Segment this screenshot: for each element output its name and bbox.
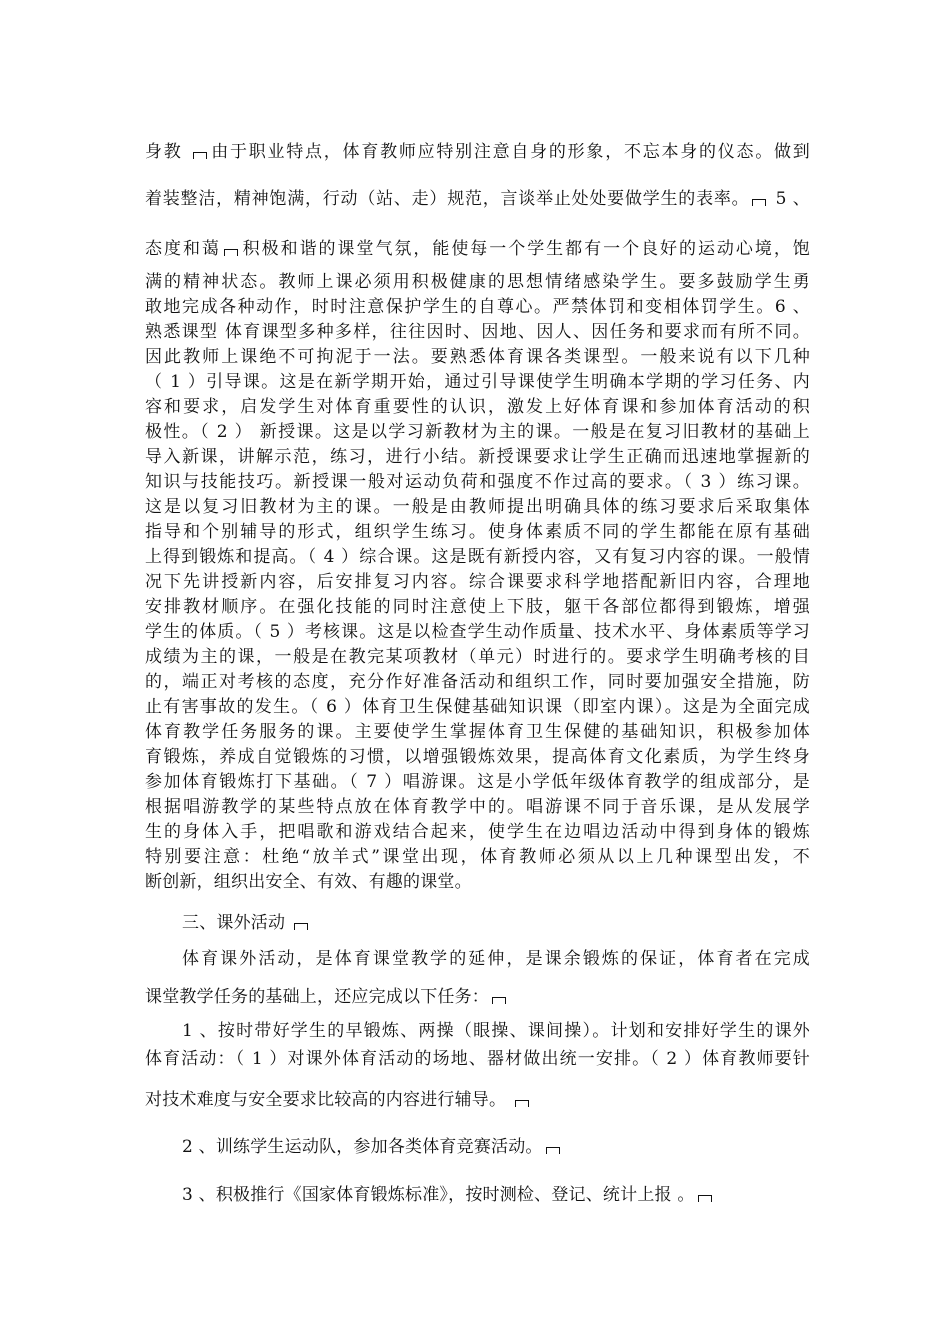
text-line: 这是以复习旧教材为主的课。一般是由教师提出明确具体的练习要求后采取集体 bbox=[145, 497, 810, 517]
text-line: 特别要注意：杜绝“放羊式”课堂出现，体育教师必须从以上几种课型出发，不 bbox=[145, 847, 810, 867]
text-line: 容和要求，启发学生对体育重要性的认识，激发上好体育课和参加体育活动的积 bbox=[145, 397, 810, 417]
line-text: 课堂教学任务的基础上，还应完成以下任务： bbox=[145, 987, 489, 1007]
paragraph-mark-icon bbox=[546, 1147, 560, 1154]
line-text: 由于职业特点，体育教师应特别注意自身的形象，不忘本身的仪态。做到 bbox=[209, 142, 810, 162]
line-text: 态度和蔼 bbox=[145, 239, 221, 259]
line-text: 身教 bbox=[145, 142, 190, 162]
paragraph-mark-icon bbox=[698, 1195, 712, 1202]
text-line: 参加体育锻炼打下基础。（ 7 ）唱游课。这是小学低年级体育教学的组成部分，是 bbox=[145, 772, 810, 792]
text-line: 体育教学任务服务的课。主要使学生掌握体育卫生保健的基础知识，积极参加体 bbox=[145, 722, 810, 742]
text-line: （ 1 ）引导课。这是在新学期开始，通过引导课使学生明确本学期的学习任务、内 bbox=[145, 372, 810, 392]
line-text: 对技术难度与安全要求比较高的内容进行辅导。 bbox=[145, 1090, 512, 1110]
heading-text: 三、课外活动 bbox=[182, 913, 291, 933]
text-line: 生的身体入手，把唱歌和游戏结合起来，使学生在边唱边活动中得到身体的锻炼 bbox=[145, 822, 810, 842]
text-line: 体育活动：（ 1 ）对课外体育活动的场地、器材做出统一安排。（ 2 ）体育教师要针 bbox=[145, 1049, 810, 1069]
text-line: 育锻炼，养成自觉锻炼的习惯，以增强锻炼效果，提高体育文化素质，为学生终身 bbox=[145, 747, 810, 767]
paragraph-mark-icon bbox=[294, 923, 308, 930]
text-line: 学生的体质。（ 5 ）考核课。这是以检查学生动作质量、技术水平、身体素质等学习 bbox=[145, 622, 810, 642]
line-text: 5 、 bbox=[769, 189, 810, 209]
text-line: 的，端正对考核的态度，充分作好准备活动和组织工作，同时要加强安全措施，防 bbox=[145, 672, 810, 692]
list-item: 1 、按时带好学生的早锻炼、两操（眼操、课间操）。计划和安排好学生的课外 bbox=[182, 1021, 810, 1041]
text-line bbox=[145, 1088, 810, 1112]
text-line: 因此教师上课绝不可拘泥于一法。要熟悉体育课各类课型。一般来说有以下几种 bbox=[145, 347, 810, 367]
line-text: 积极和谐的课堂气氛，能使每一个学生都有一个良好的运动心境，饱 bbox=[240, 239, 810, 259]
text-line: 安排教材顺序。在强化技能的同时注意使上下肢，躯干各部位都得到锻炼，增强 bbox=[145, 597, 810, 617]
text-line: 极性。（ 2 ） 新授课。这是以学习新教材为主的课。一般是在复习旧教材的基础上 bbox=[145, 422, 810, 442]
text-line: 成绩为主的课，一般是在教完某项教材（单元）时进行的。要求学生明确考核的目 bbox=[145, 647, 810, 667]
paragraph-mark-icon bbox=[492, 997, 506, 1004]
text-line bbox=[145, 187, 810, 211]
text-line: 体育课外活动，是体育课堂教学的延伸，是课余锻炼的保证，体育者在完成 bbox=[182, 949, 810, 969]
text-line: 根据唱游教学的某些特点放在体育教学中的。唱游课不同于音乐课，是从发展学 bbox=[145, 797, 810, 817]
text-line: 导入新课，讲解示范，练习，进行小结。新授课要求让学生正确而迅速地掌握新的 bbox=[145, 447, 810, 467]
text-line: 止有害事故的发生。（ 6 ）体育卫生保健基础知识课（即室内课）。这是为全面完成 bbox=[145, 697, 810, 717]
line-text: 着装整洁，精神饱满，行动（站、走）规范，言谈举止处处要做学生的表率。 bbox=[145, 189, 750, 209]
paragraph-mark-icon bbox=[752, 199, 766, 206]
text-line bbox=[145, 140, 810, 164]
text-line: 断创新，组织出安全、有效、有趣的课堂。 bbox=[145, 872, 472, 892]
section-heading bbox=[182, 911, 810, 935]
text-line: 敢地完成各种动作，时时注意保护学生的自尊心。严禁体罚和变相体罚学生。6 、 bbox=[145, 297, 810, 317]
text-line bbox=[145, 985, 810, 1009]
text-line bbox=[145, 237, 810, 261]
text-line: 上得到锻炼和提高。（ 4 ）综合课。这是既有新授内容，又有复习内容的课。一般情 bbox=[145, 547, 810, 567]
text-line: 况下先讲授新内容，后安排复习内容。综合课要求科学地搭配新旧内容，合理地 bbox=[145, 572, 810, 592]
paragraph-mark-icon bbox=[224, 249, 238, 256]
list-item bbox=[182, 1135, 810, 1159]
list-item bbox=[182, 1183, 810, 1207]
text-line: 知识与技能技巧。新授课一般对运动负荷和强度不作过高的要求。（ 3 ）练习课。 bbox=[145, 472, 810, 492]
paragraph-mark-icon bbox=[193, 152, 207, 159]
text-line: 熟悉课型 体育课型多种多样，往往因时、因地、因人、因任务和要求而有所不同。 bbox=[145, 322, 810, 342]
text-line: 指导和个别辅导的形式，组织学生练习。使身体素质不同的学生都能在原有基础 bbox=[145, 522, 810, 542]
paragraph-mark-icon bbox=[515, 1100, 529, 1107]
item-text: 3 、积极推行《国家体育锻炼标准》，按时测检、登记、统计上报 。 bbox=[182, 1185, 695, 1205]
item-text: 2 、训练学生运动队，参加各类体育竞赛活动。 bbox=[182, 1137, 543, 1157]
text-line: 满的精神状态。教师上课必须用积极健康的思想情绪感染学生。要多鼓励学生勇 bbox=[145, 272, 810, 292]
